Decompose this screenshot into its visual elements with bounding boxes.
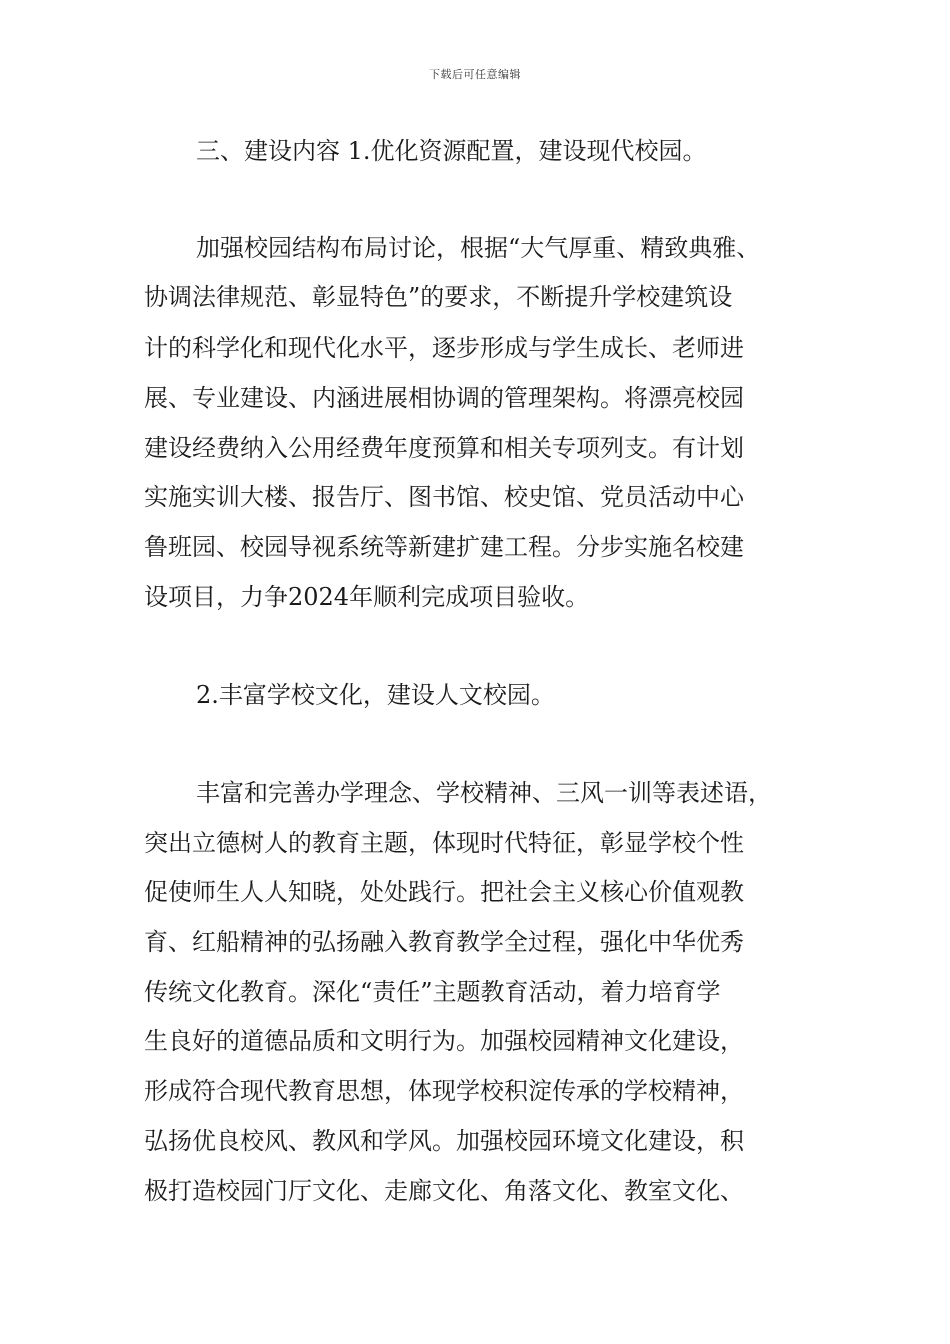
paragraph-line: 计的科学化和现代化水平，逐步形成与学生成长、老师进 xyxy=(144,334,744,362)
paragraph-line: 丰富和完善办学理念、学校精神、三风一训等表述语， xyxy=(196,779,772,807)
paragraph-line: 生良好的道德品质和文明行为。加强校园精神文化建设， xyxy=(144,1027,744,1055)
paragraph-line: 形成符合现代教育思想，体现学校积淀传承的学校精神， xyxy=(144,1077,744,1105)
paragraph-line: 极打造校园门厅文化、走廊文化、角落文化、教室文化、 xyxy=(144,1177,744,1205)
paragraph-line: 展、专业建设、内涵进展相协调的管理架构。将漂亮校园 xyxy=(144,384,744,412)
paragraph-line: 实施实训大楼、报告厅、图书馆、校史馆、党员活动中心 xyxy=(144,483,744,511)
subheading-2: 2.丰富学校文化，建设人文校园。 xyxy=(196,681,555,709)
page-header: 下载后可任意编辑 xyxy=(429,68,521,81)
paragraph-line: 育、红船精神的弘扬融入教育教学全过程，强化中华优秀 xyxy=(144,928,744,956)
paragraph-line: 加强校园结构布局讨论，根据“大气厚重、精致典雅、 xyxy=(196,234,761,262)
paragraph-line: 传统文化教育。深化“责任”主题教育活动，着力培育学 xyxy=(144,978,721,1006)
paragraph-line: 建设经费纳入公用经费年度预算和相关专项列支。有计划 xyxy=(144,434,744,462)
paragraph-line: 协调法律规范、彰显特色”的要求，不断提升学校建筑设 xyxy=(144,283,733,311)
paragraph-line: 鲁班园、校园导视系统等新建扩建工程。分步实施名校建 xyxy=(144,533,744,561)
paragraph-line: 促使师生人人知晓，处处践行。把社会主义核心价值观教 xyxy=(144,878,744,906)
paragraph-line: 突出立德树人的教育主题，体现时代特征，彰显学校个性 xyxy=(144,829,744,857)
section-heading: 三、建设内容 1.优化资源配置，建设现代校园。 xyxy=(196,137,707,165)
paragraph-line: 弘扬优良校风、教风和学风。加强校园环境文化建设，积 xyxy=(144,1127,744,1155)
paragraph-line: 设项目，力争2024年顺利完成项目验收。 xyxy=(144,583,590,611)
